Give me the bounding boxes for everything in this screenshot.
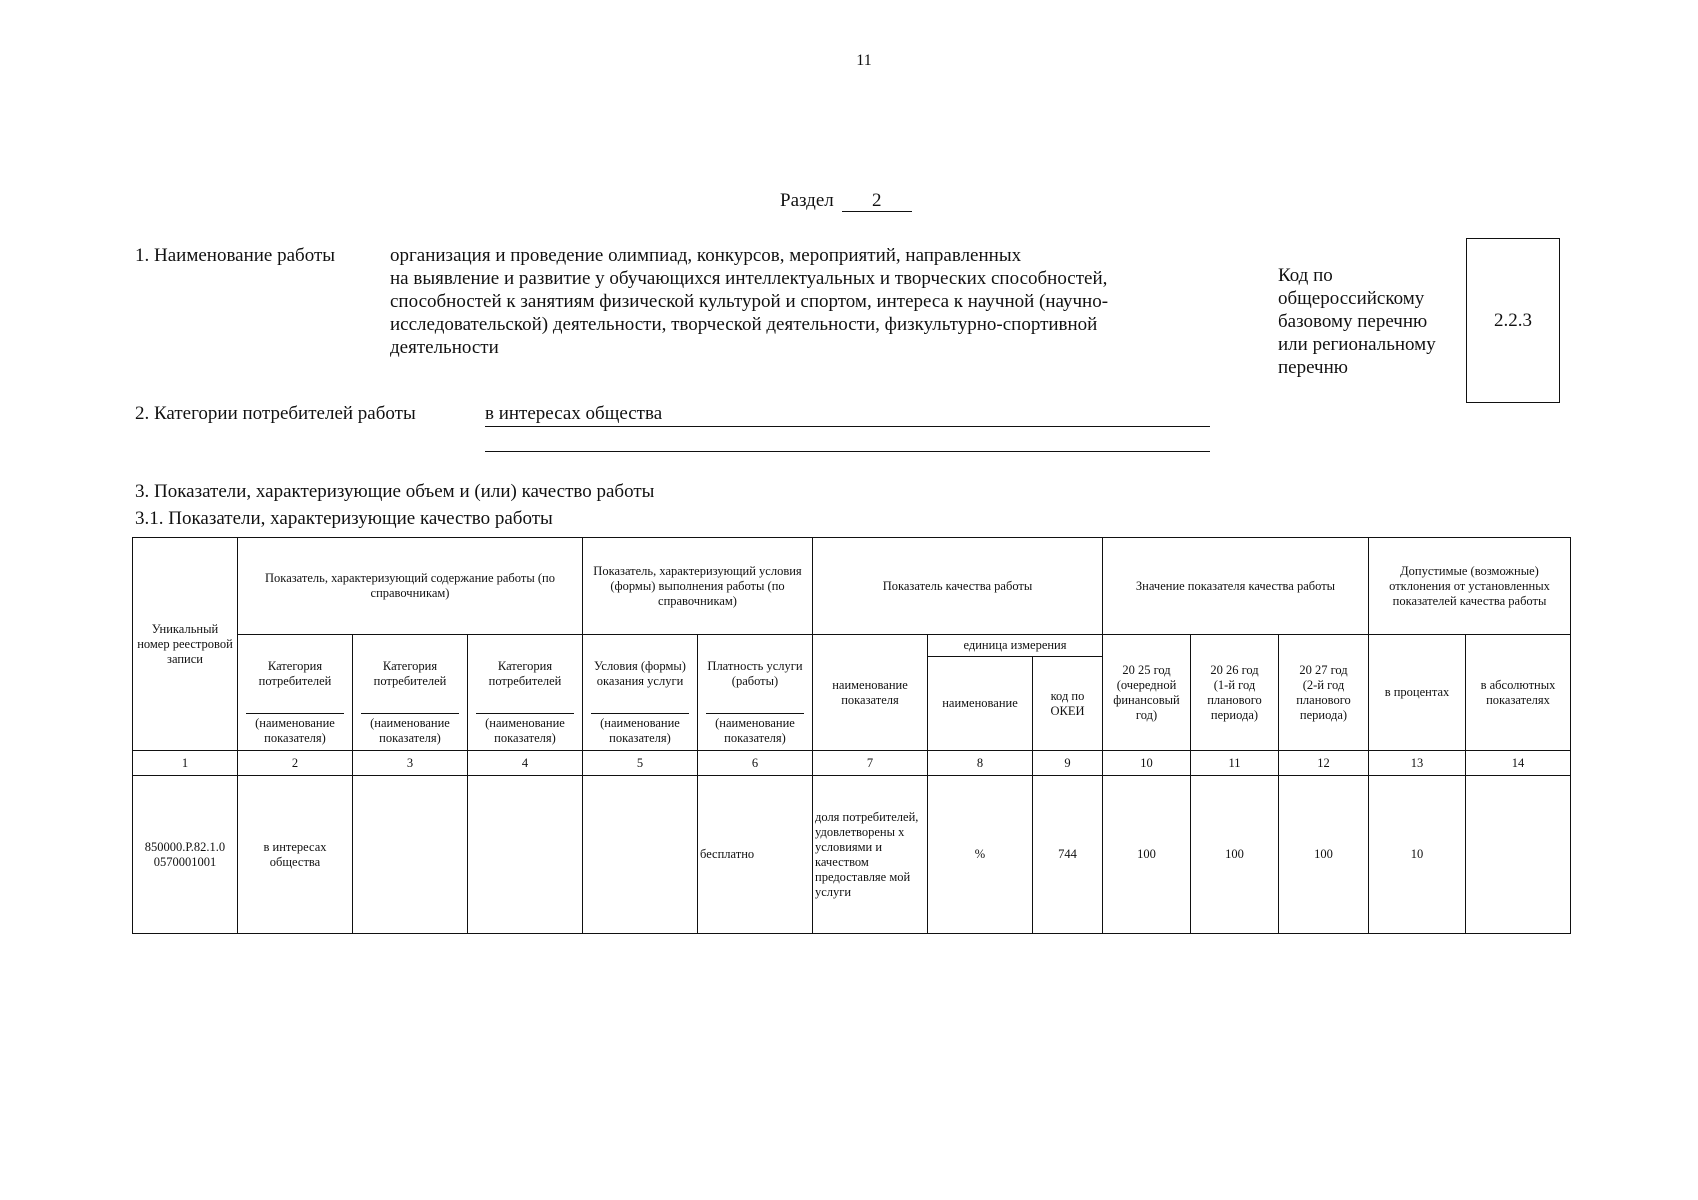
column-number: 14: [1466, 751, 1571, 776]
code-label-line: общероссийскому: [1278, 288, 1425, 309]
name-subcaption: (наименование показателя): [476, 713, 574, 750]
header-quality-indicator: Показатель качества работы: [813, 538, 1103, 635]
column-number: 7: [813, 751, 928, 776]
work-name-text: [390, 244, 1190, 359]
year-2-note: (1-й год планового периода): [1207, 677, 1262, 722]
payment-label: Платность услуги (работы): [707, 659, 803, 688]
work-name-line: организация и проведение олимпиад, конкурсов, мероприятий, направленных: [390, 245, 1022, 266]
cell-year-3-value: 100: [1279, 776, 1369, 934]
header-quality-value: Значение показателя качества работы: [1103, 538, 1369, 635]
consumers-blank-line: [485, 451, 1210, 452]
cell-payment: бесплатно: [698, 776, 813, 934]
code-label-line: перечню: [1278, 357, 1348, 378]
year-3-label: 20 27 год: [1299, 662, 1348, 677]
header-unique-number: Уникальный номер реестровой записи: [133, 538, 238, 751]
column-number: 5: [583, 751, 698, 776]
work-name-line: исследовательской) деятельности, творческой деятельности, физкультурно-спортивной: [390, 314, 1098, 335]
col-year-3: [1279, 635, 1369, 751]
col-unit-name: наименование: [928, 657, 1033, 751]
name-subcaption: (наименование показателя): [361, 713, 459, 750]
category-label: Категория потребителей: [258, 659, 332, 688]
cell-okei-code: 744: [1033, 776, 1103, 934]
section-heading: [780, 190, 912, 212]
year-3-note: (2-й год планового периода): [1296, 677, 1351, 722]
column-number: 12: [1279, 751, 1369, 776]
name-subcaption: (наименование показателя): [246, 713, 344, 750]
heading-3: 3. Показатели, характеризующие объем и (или) качество работы: [135, 481, 655, 502]
name-subcaption: (наименование показателя): [591, 713, 689, 750]
col-category-2: [353, 635, 468, 751]
year-1-note: (очередной финансовый год): [1113, 677, 1180, 722]
cell-unit-name: %: [928, 776, 1033, 934]
column-number: 9: [1033, 751, 1103, 776]
header-conditions-indicator: Показатель, характеризующий условия (формы) выполнения работы (по справочникам): [583, 538, 813, 635]
column-number: 10: [1103, 751, 1191, 776]
col-okei-code: код по ОКЕИ: [1033, 657, 1103, 751]
cell-category-3: [468, 776, 583, 934]
col-payment: [698, 635, 813, 751]
header-allowed-deviation: Допустимые (возможные) отклонения от установленных показателей качества работы: [1369, 538, 1571, 635]
cell-conditions: [583, 776, 698, 934]
column-number: 6: [698, 751, 813, 776]
work-name-line: на выявление и развитие у обучающихся интеллектуальных и творческих способностей,: [390, 268, 1108, 289]
quality-indicators-table: [132, 537, 1571, 934]
cell-deviation-percent: 10: [1369, 776, 1466, 934]
section-number: 2: [842, 191, 912, 212]
code-label-line: Код по: [1278, 265, 1333, 286]
code-label-line: или региональному: [1278, 334, 1436, 355]
column-number: 2: [238, 751, 353, 776]
page-number: 11: [856, 52, 872, 69]
section-label: Раздел: [780, 190, 834, 211]
cell-category-1: в интересах общества: [238, 776, 353, 934]
code-label-line: базовому перечню: [1278, 311, 1428, 332]
work-name-line: деятельности: [390, 337, 499, 358]
col-indicator-name: наименование показателя: [813, 635, 928, 751]
col-category-1: [238, 635, 353, 751]
col-deviation-percent: в процентах: [1369, 635, 1466, 751]
col-conditions: [583, 635, 698, 751]
cell-year-2-value: 100: [1191, 776, 1279, 934]
column-number: 8: [928, 751, 1033, 776]
conditions-label: Условия (формы) оказания услуги: [594, 659, 686, 688]
year-1-label: 20 25 год: [1122, 662, 1171, 677]
column-number: 11: [1191, 751, 1279, 776]
cell-unique-number: 850000.Р.82.1.0 0570001001: [133, 776, 238, 934]
table-row: [133, 776, 1571, 934]
col-year-1: [1103, 635, 1191, 751]
work-name-label: 1. Наименование работы: [135, 245, 336, 266]
col-year-2: [1191, 635, 1279, 751]
col-unit: единица измерения: [928, 635, 1103, 657]
col-deviation-absolute: в абсолютных показателях: [1466, 635, 1571, 751]
col-category-3: [468, 635, 583, 751]
category-label: Категория потребителей: [373, 659, 447, 688]
column-numbers-row: [133, 751, 1571, 776]
registry-code-label: [1278, 264, 1458, 379]
column-number: 13: [1369, 751, 1466, 776]
column-number: 1: [133, 751, 238, 776]
consumers-value: в интересах общества: [485, 402, 1210, 427]
heading-3-1: 3.1. Показатели, характеризующие качество работы: [135, 508, 553, 529]
header-content-indicator: Показатель, характеризующий содержание работы (по справочникам): [238, 538, 583, 635]
consumers-label: 2. Категории потребителей работы: [135, 403, 416, 424]
category-label: Категория потребителей: [488, 659, 562, 688]
registry-code-box: 2.2.3: [1466, 238, 1560, 403]
cell-indicator-name: доля потребителей, удовлетворены х условиями и качеством предоставляе мой услуги: [813, 776, 928, 934]
column-number: 4: [468, 751, 583, 776]
column-number: 3: [353, 751, 468, 776]
cell-deviation-absolute: [1466, 776, 1571, 934]
cell-year-1-value: 100: [1103, 776, 1191, 934]
work-name-line: способностей к занятиям физической культурой и спортом, интереса к научной (научно-: [390, 291, 1109, 312]
cell-category-2: [353, 776, 468, 934]
name-subcaption: (наименование показателя): [706, 713, 804, 750]
year-2-label: 20 26 год: [1210, 662, 1259, 677]
